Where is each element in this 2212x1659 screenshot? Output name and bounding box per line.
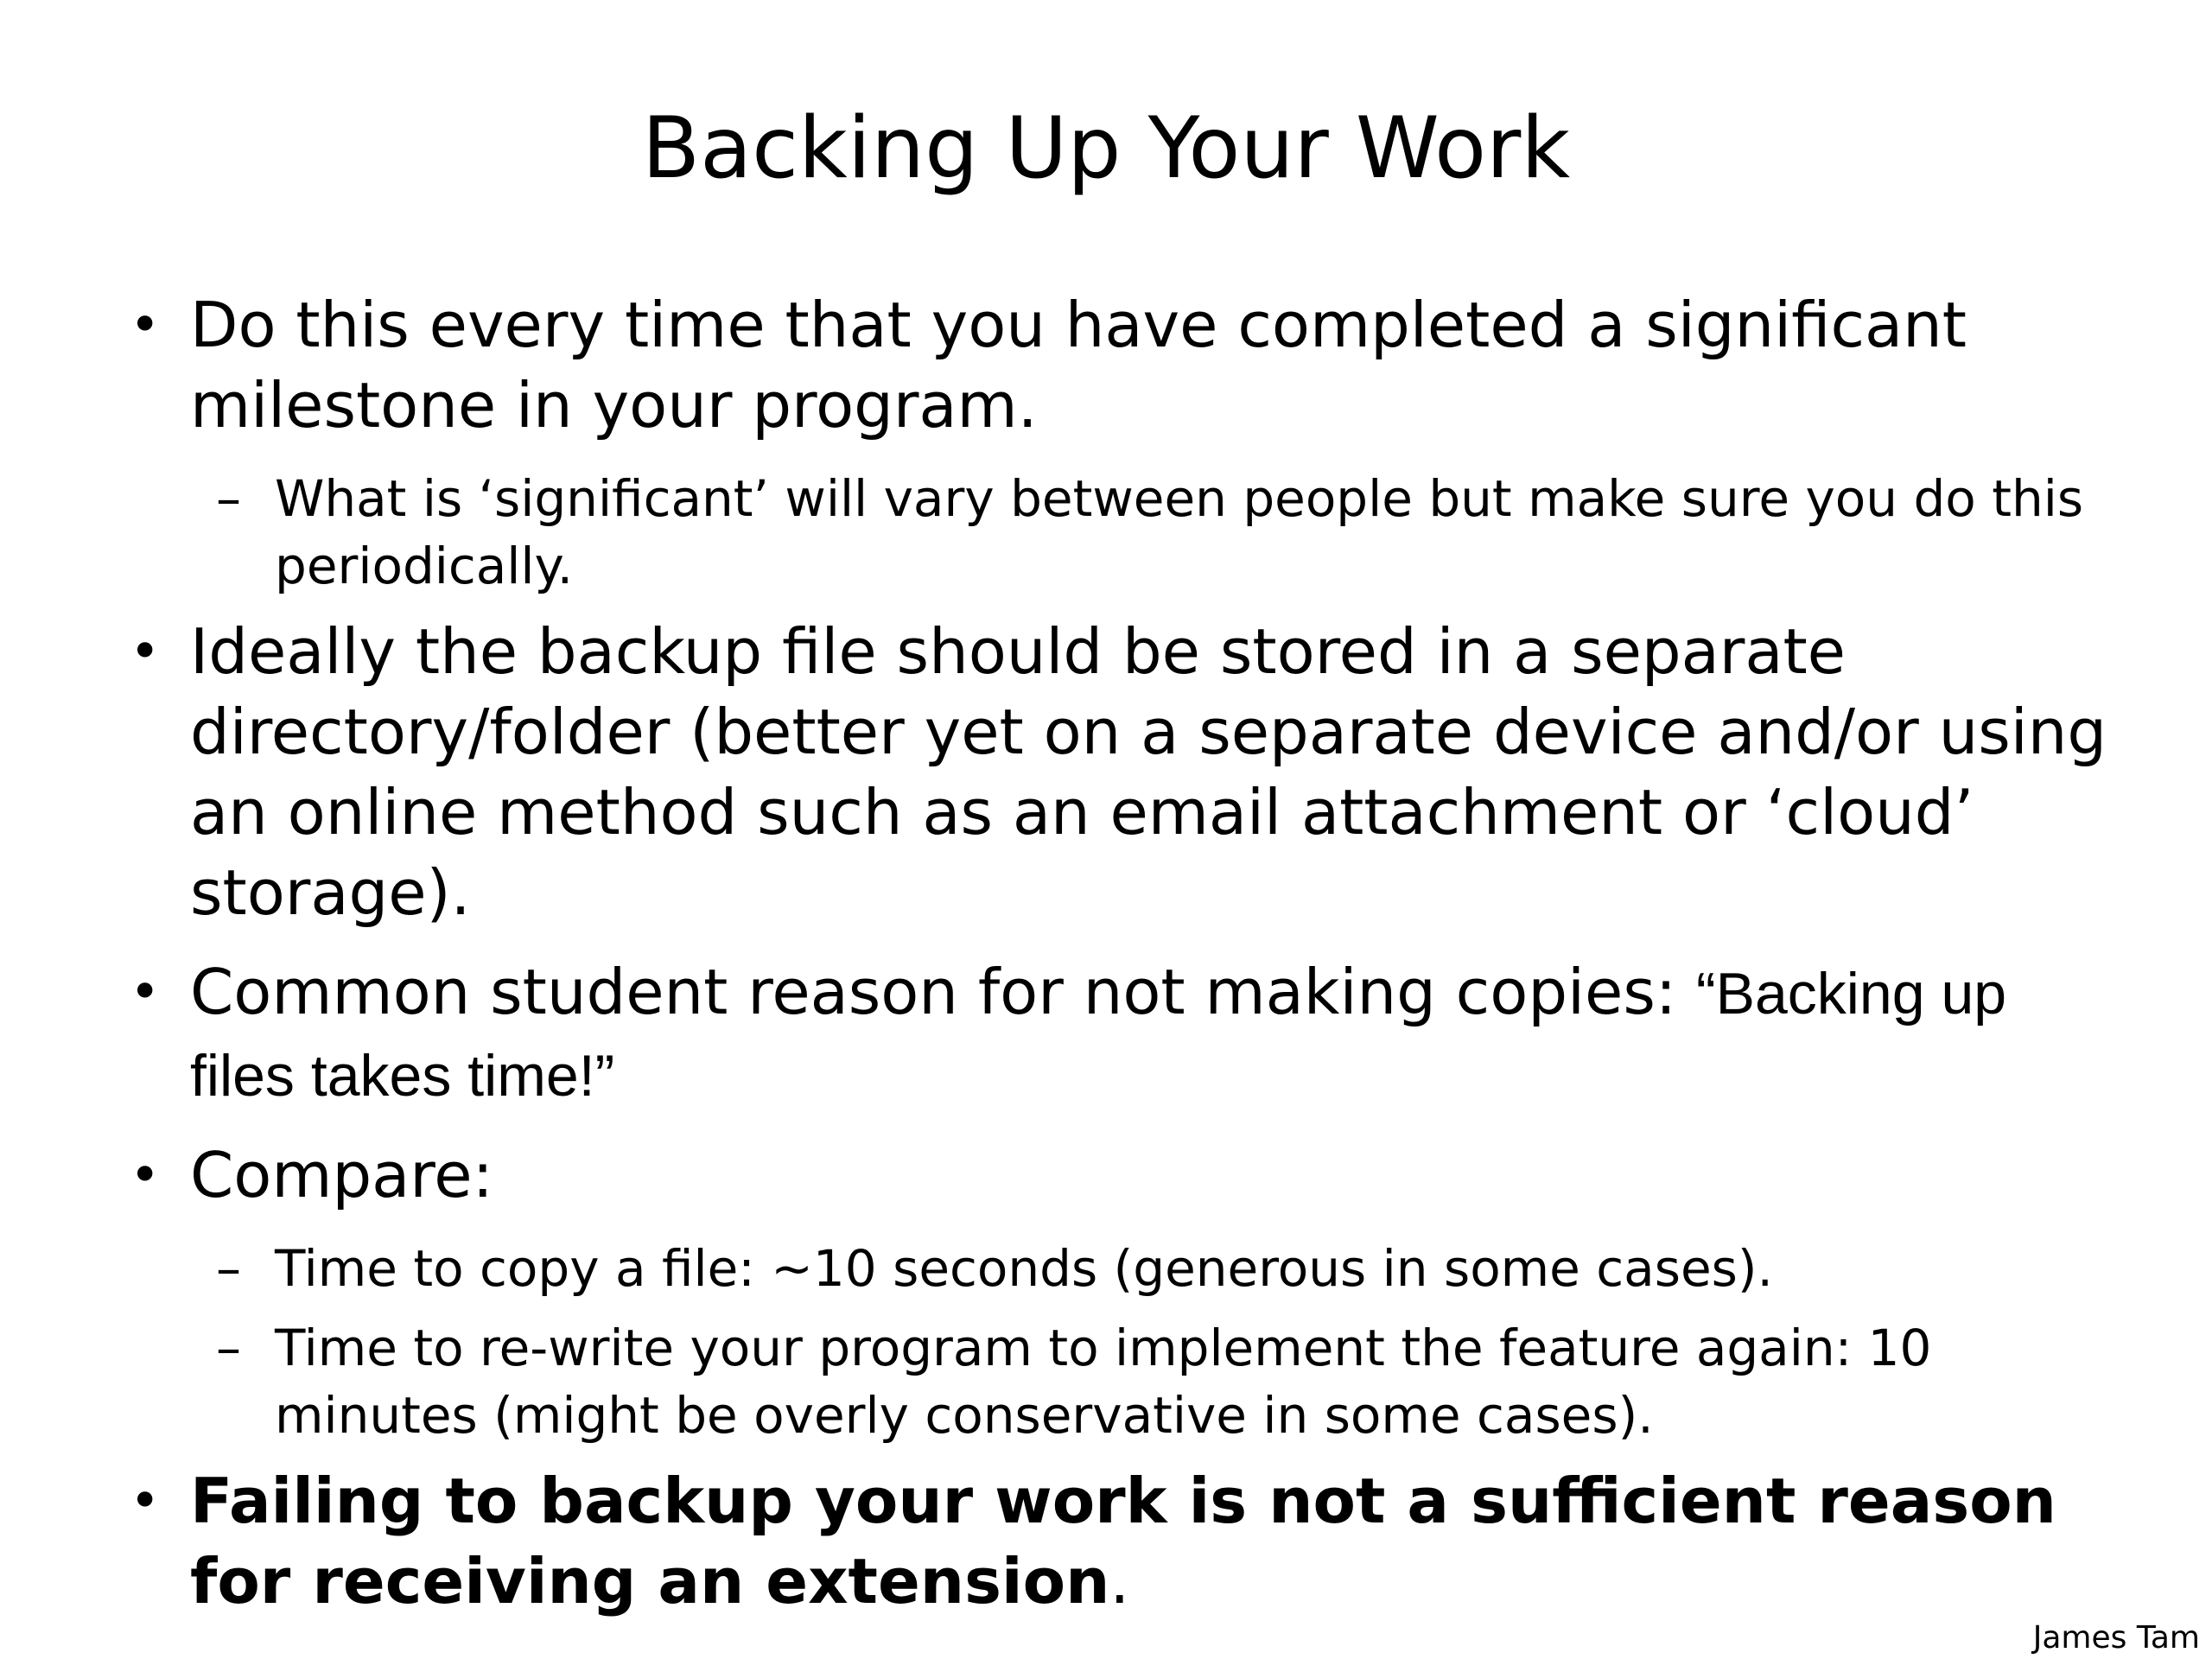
sub-bullet-text: What is ‘significant’ will vary between people but make sure you do this periodically. [275, 469, 2084, 595]
bullet-quote: “Backing up files takes time!” [190, 961, 2007, 1109]
bullet-text: Ideally the backup file should be stored in a separate directory/folder (better yet on a separate device and/or using an online method such as an email attachment or ‘cloud’ storage). [190, 615, 2107, 929]
bullet-marker: • [130, 621, 161, 682]
bullet-marker: • [130, 962, 161, 1022]
bullet-item-2 [130, 612, 2117, 933]
bullet-text: Compare: [190, 1139, 493, 1211]
bullet-item-3 [130, 952, 2117, 1116]
bullet-text: Do this every time that you have completed a significant milestone in your program. [190, 289, 1967, 442]
slide-title: Backing Up Your Work [641, 99, 1571, 198]
sub-bullet-marker: – [216, 469, 241, 528]
bullet-item-4 [130, 1135, 2117, 1216]
footer-author: James Tam [2032, 1620, 2200, 1656]
sub-bullet-marker: – [216, 1239, 241, 1298]
bullet-item-1 [130, 285, 2117, 446]
bullet-text: Common student reason for not making copies: [190, 956, 1696, 1028]
sub-bullet-4-2 [130, 1314, 2117, 1449]
bullet-marker: • [130, 295, 161, 355]
bullet-bold-text: Failing to backup your work is not a sufficient reason for receiving an extension [190, 1465, 2056, 1618]
sub-bullet-text: Time to re-write your program to implement the feature again: 10 minutes (might be overly conservative in some cases). [275, 1319, 1932, 1445]
sub-bullet-text: Time to copy a file: ~10 seconds (generous in some cases). [275, 1239, 1773, 1298]
bullet-list [130, 285, 2117, 1641]
sub-bullet-marker: – [216, 1319, 241, 1377]
bullet-marker: • [130, 1471, 161, 1531]
sub-bullet-1-1 [130, 465, 2117, 600]
bullet-tail: . [1109, 1545, 1130, 1618]
bullet-marker: • [130, 1145, 161, 1205]
bullet-item-5 [130, 1461, 2117, 1622]
sub-bullet-4-1 [130, 1235, 2117, 1302]
